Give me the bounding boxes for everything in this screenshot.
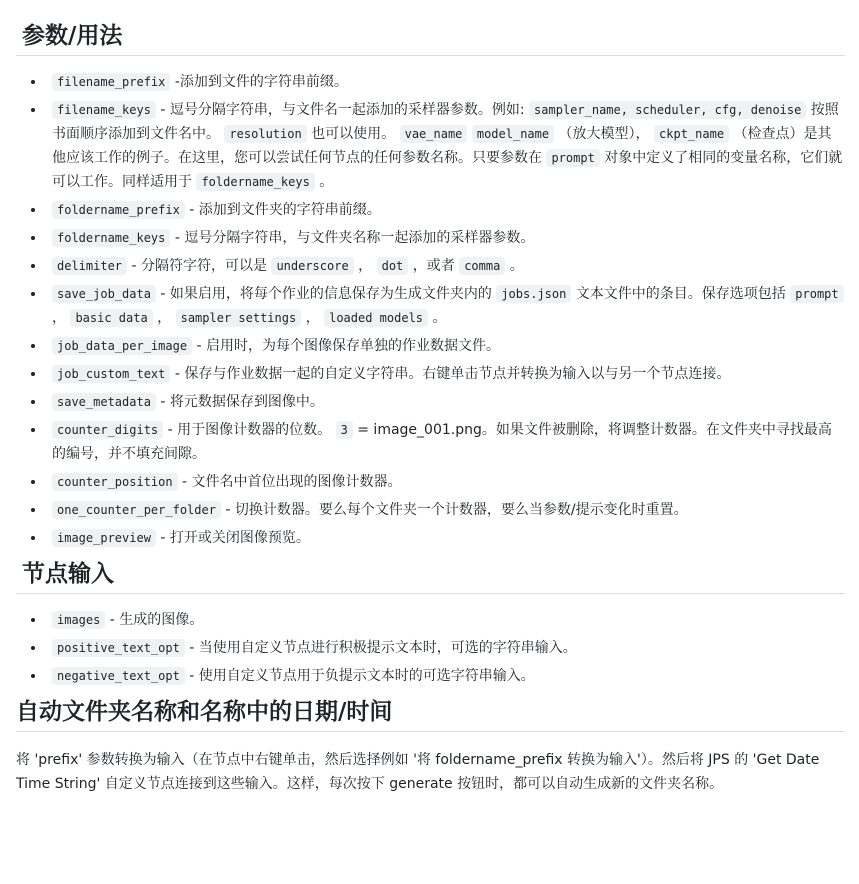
item-text: ， xyxy=(152,310,176,326)
inline-code: save_metadata xyxy=(52,393,156,411)
list-item xyxy=(46,498,845,522)
list-item xyxy=(46,526,845,550)
item-text: 。 xyxy=(314,174,334,190)
inline-code: underscore xyxy=(271,257,353,275)
node-inputs-list xyxy=(16,608,845,688)
inline-code: ckpt_name xyxy=(654,125,729,143)
item-text: - 使用自定义节点用于负提示文本时的可选字符串输入。 xyxy=(184,668,535,684)
inline-code: foldername_keys xyxy=(52,229,170,247)
item-text: ， xyxy=(301,310,325,326)
auto-folder-paragraph: 将 'prefix' 参数转换为输入（在节点中右键单击，然后选择例如 '将 foldername_prefix 转换为输入'）。然后将 JPS 的 'Get Date Time String' 自定义节点连接到这些输入。这样，每次按下 generate 按钮时，都可以自动生成新的文件夹名称。 xyxy=(16,752,820,792)
list-item xyxy=(46,226,845,250)
inline-code: images xyxy=(52,611,105,629)
item-text: - 保存与作业数据一起的自定义字符串。右键单击节点并转换为输入以与另一个节点连接。 xyxy=(170,366,731,382)
inline-code: vae_name xyxy=(400,125,468,143)
item-text: - 分隔符字符，可以是 xyxy=(127,258,272,274)
item-text: - 切换计数器。要么每个文件夹一个计数器，要么当参数/提示变化时重置。 xyxy=(220,502,688,518)
inline-code: basic data xyxy=(70,309,152,327)
item-text: - 添加到文件夹的字符串前缀。 xyxy=(184,202,381,218)
inline-code: positive_text_opt xyxy=(52,639,185,657)
inline-code: loaded models xyxy=(324,309,428,327)
list-item xyxy=(46,362,845,386)
inline-code: job_data_per_image xyxy=(52,337,192,355)
list-item xyxy=(46,664,845,688)
inline-code: sampler settings xyxy=(176,309,302,327)
inline-code: foldername_prefix xyxy=(52,201,185,219)
item-text: ， xyxy=(353,258,377,274)
list-item xyxy=(46,282,845,330)
item-text: 对象中定义了相同的变量名称，它们就可以工作。同样适用于 xyxy=(52,150,843,190)
inline-code: job_custom_text xyxy=(52,365,170,383)
list-item xyxy=(46,334,845,358)
inline-code: filename_keys xyxy=(52,101,156,119)
section-title-auto-folder-datetime: 自动文件夹名称和名称中的日期/时间 xyxy=(16,692,845,732)
inline-code: sampler_name, scheduler, cfg, denoise xyxy=(529,101,806,119)
list-item xyxy=(46,418,845,466)
item-text: 文本文件中的条目。保存选项包括 xyxy=(571,286,791,302)
item-text: 。 xyxy=(505,258,524,274)
inline-code: model_name xyxy=(472,125,554,143)
section-title-params: 参数/用法 xyxy=(16,0,845,56)
item-text: - 文件名中首位出现的图像计数器。 xyxy=(177,474,402,490)
item-text: - 如果启用，将每个作业的信息保存为生成文件夹内的 xyxy=(155,286,497,302)
list-item xyxy=(46,198,845,222)
list-item xyxy=(46,254,845,278)
list-item xyxy=(46,390,845,414)
inline-code: jobs.json xyxy=(496,285,571,303)
inline-code: save_job_data xyxy=(52,285,156,303)
inline-code: image_preview xyxy=(52,529,156,547)
item-text: = image_001.png。如果文件被删除，将调整计数器。在文件夹中寻找最高的编号，并不填充间隙。 xyxy=(52,422,832,462)
inline-code: filename_prefix xyxy=(52,73,170,91)
list-item xyxy=(46,470,845,494)
inline-code: counter_position xyxy=(52,473,178,491)
list-item xyxy=(46,98,845,194)
item-text: （放大模型）， xyxy=(554,126,655,142)
item-text: 。 xyxy=(428,310,447,326)
inline-code: delimiter xyxy=(52,257,127,275)
params-list xyxy=(16,70,845,550)
item-text: - 逗号分隔字符串，与文件夹名称一起添加的采样器参数。 xyxy=(170,230,535,246)
item-text: - 当使用自定义节点进行积极提示文本时，可选的字符串输入。 xyxy=(184,640,577,656)
item-text: - 将元数据保存到图像中。 xyxy=(155,394,324,410)
item-text: 也可以使用。 xyxy=(306,126,400,142)
inline-code: prompt xyxy=(546,149,599,167)
inline-code: prompt xyxy=(790,285,843,303)
list-item xyxy=(46,636,845,660)
item-text: ， xyxy=(52,310,71,326)
item-text: 按照书面顺序添加到文件名中。 xyxy=(52,102,839,142)
item-text: - 用于图像计数器的位数。 xyxy=(163,422,336,438)
item-text: - 打开或关闭图像预览。 xyxy=(155,530,310,546)
item-text: （检查点）是其他应该工作的例子。在这里，您可以尝试任何节点的任何参数名称。只要参数在 xyxy=(52,126,832,166)
item-text: - 逗号分隔字符串，与文件名一起添加的采样器参数。例如: xyxy=(155,102,530,118)
item-text: -添加到文件的字符串前缀。 xyxy=(170,74,348,90)
item-text: - 启用时，为每个图像保存单独的作业数据文件。 xyxy=(192,338,500,354)
inline-code: negative_text_opt xyxy=(52,667,185,685)
inline-code: foldername_keys xyxy=(196,173,314,191)
list-item xyxy=(46,608,845,632)
section-title-node-inputs: 节点输入 xyxy=(16,554,845,594)
inline-code: comma xyxy=(459,257,505,275)
inline-code: 3 xyxy=(336,421,353,439)
inline-code: resolution xyxy=(224,125,306,143)
item-text: ，或者 xyxy=(408,258,460,274)
inline-code: dot xyxy=(377,257,409,275)
item-text: - 生成的图像。 xyxy=(105,612,204,628)
inline-code: one_counter_per_folder xyxy=(52,501,221,519)
inline-code: counter_digits xyxy=(52,421,163,439)
list-item xyxy=(46,70,845,94)
